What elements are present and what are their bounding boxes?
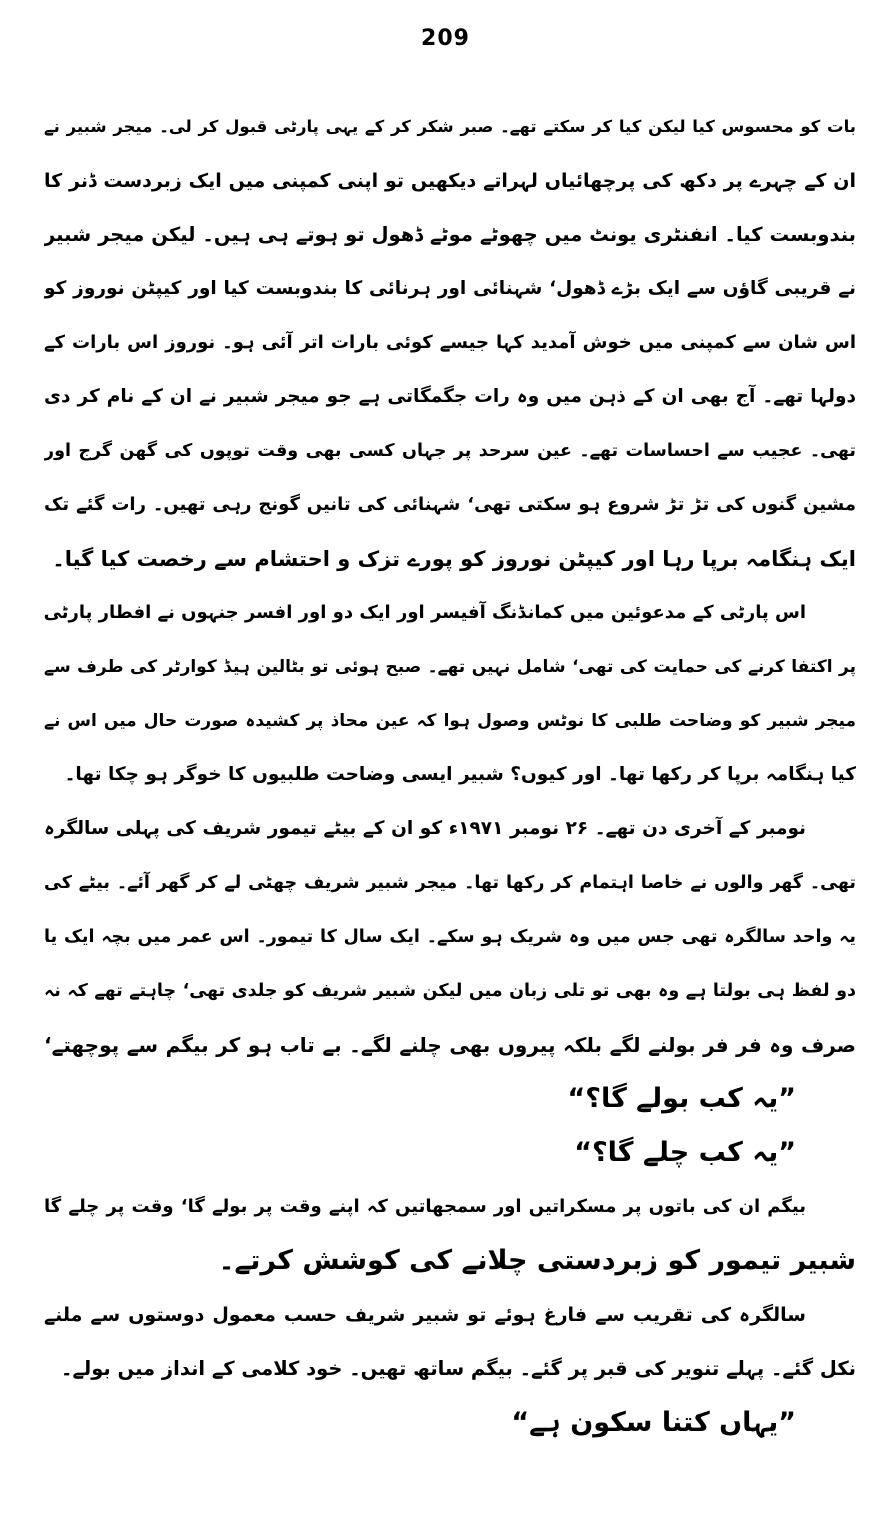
- text-line: بیگم ان کی باتوں پر مسکراتیں اور سمجھاتیں کہ اپنے وقت پر بولے گا‘ وقت پر چلے گا: [44, 1196, 806, 1217]
- page-number: 209: [421, 26, 470, 51]
- text-line: بندوبست کیا۔ انفنٹری یونٹ میں چھوٹے موٹے ڈھول تو ہوتے ہی ہیں۔ لیکن میجر شبیر: [44, 223, 856, 246]
- text-line: پر اکتفا کرنے کی حمایت کی تھی‘ شامل نہیں تھے۔ صبح ہوئی تو بٹالین ہیڈ کوارٹر کی طرف سے: [44, 657, 856, 677]
- text-line: مشین گنوں کی تڑ تڑ شروع ہو سکتی تھی‘ شہنائی کی تانیں گونج رہی تھیں۔ رات گئے تک: [44, 494, 856, 515]
- text-line: تھی۔ عجیب سے احساسات تھے۔ عین سرحد پر جہاں کسی بھی وقت توپوں کی گھن گرج اور: [44, 441, 856, 461]
- text-line: ایک ہنگامہ برپا رہا اور کیپٹن نوروز کو پورے تزک و احتشام سے رخصت کیا گیا۔: [52, 547, 856, 571]
- body-text: [44, 100, 856, 1450]
- text-line: دو لفظ ہی بولتا ہے وہ بھی تو تلی زبان میں لیکن شبیر شریف کو جلدی تھی‘ چاہتے تھے کہ نہ: [44, 981, 856, 1001]
- text-line: تھی۔ گھر والوں نے خاصا اہتمام کر رکھا تھا۔ میجر شبیر شریف چھٹی لے کر گھر آئے۔ بیٹے کی: [44, 873, 856, 893]
- text-line: کیا ہنگامہ برپا کر رکھا تھا۔ اور کیوں؟ شبیر ایسی وضاحت طلبیوں کا خوگر ہو چکا تھا۔: [64, 764, 856, 785]
- text-line: اس پارٹی کے مدعوئین میں کمانڈنگ آفیسر اور ایک دو اور افسر جنہوں نے افطار پارٹی: [44, 602, 806, 623]
- dialogue-line: ”یہ کب چلے گا؟“: [574, 1137, 796, 1168]
- text-line: اس شان سے کمپنی میں خوش آمدید کہا جیسے کوئی بارات اتر آئی ہو۔ نوروز اس بارات کے: [44, 332, 856, 353]
- dialogue-line: ”یہ کب بولے گا؟“: [567, 1083, 796, 1114]
- text-line: یہ واحد سالگرہ تھی جس میں وہ شریک ہو سکے۔ ایک سال کا تیمور۔ اس عمر میں بچہ ایک یا: [44, 927, 856, 947]
- text-line: بات کو محسوس کیا لیکن کیا کر سکتے تھے۔ صبر شکر کر کے یہی پارٹی قبول کر لی۔ میجر شبیر نے: [44, 117, 856, 136]
- text-line: شبیر تیمور کو زبردستی چلانے کی کوشش کرتے۔: [218, 1245, 856, 1276]
- text-line: نومبر کے آخری دن تھے۔ ۲۶ نومبر ۱۹۷۱ء کو ان کے بیٹے تیمور شریف کی پہلی سالگرہ: [44, 818, 806, 839]
- text-line: نے قریبی گاؤں سے ایک بڑے ڈھول‘ شہنائی اور ہرنائی کا بندوبست کیا اور کیپٹن نوروز کو: [44, 278, 856, 299]
- text-line: نکل گئے۔ پہلے تنویر کی قبر پر گئے۔ بیگم ساتھ تھیں۔ خود کلامی کے انداز میں بولے۔: [61, 1357, 856, 1380]
- text-line: دولہا تھے۔ آج بھی ان کے ذہن میں وہ رات جگمگاتی ہے جو میجر شبیر نے ان کے نام کر دی: [44, 386, 856, 407]
- text-line: ان کے چہرے پر دکھ کی پرچھائیاں لہراتے دیکھیں تو اپنی کمپنی میں ایک زبردست ڈنر کا: [44, 170, 856, 192]
- text-line: صرف وہ فر فر بولنے لگے بلکہ پیروں بھی چلنے لگے۔ بے تاب ہو کر بیگم سے پوچھتے‘: [44, 1033, 856, 1057]
- text-line: میجر شبیر کو وضاحت طلبی کا نوٹس وصول ہوا کہ عین محاذ پر کشیدہ صورت حال میں اس نے: [44, 711, 856, 731]
- text-line: سالگرہ کی تقریب سے فارغ ہوئے تو شبیر شریف حسب معمول دوستوں سے ملنے: [44, 1304, 806, 1326]
- dialogue-line: ”یہاں کتنا سکون ہے“: [511, 1407, 796, 1438]
